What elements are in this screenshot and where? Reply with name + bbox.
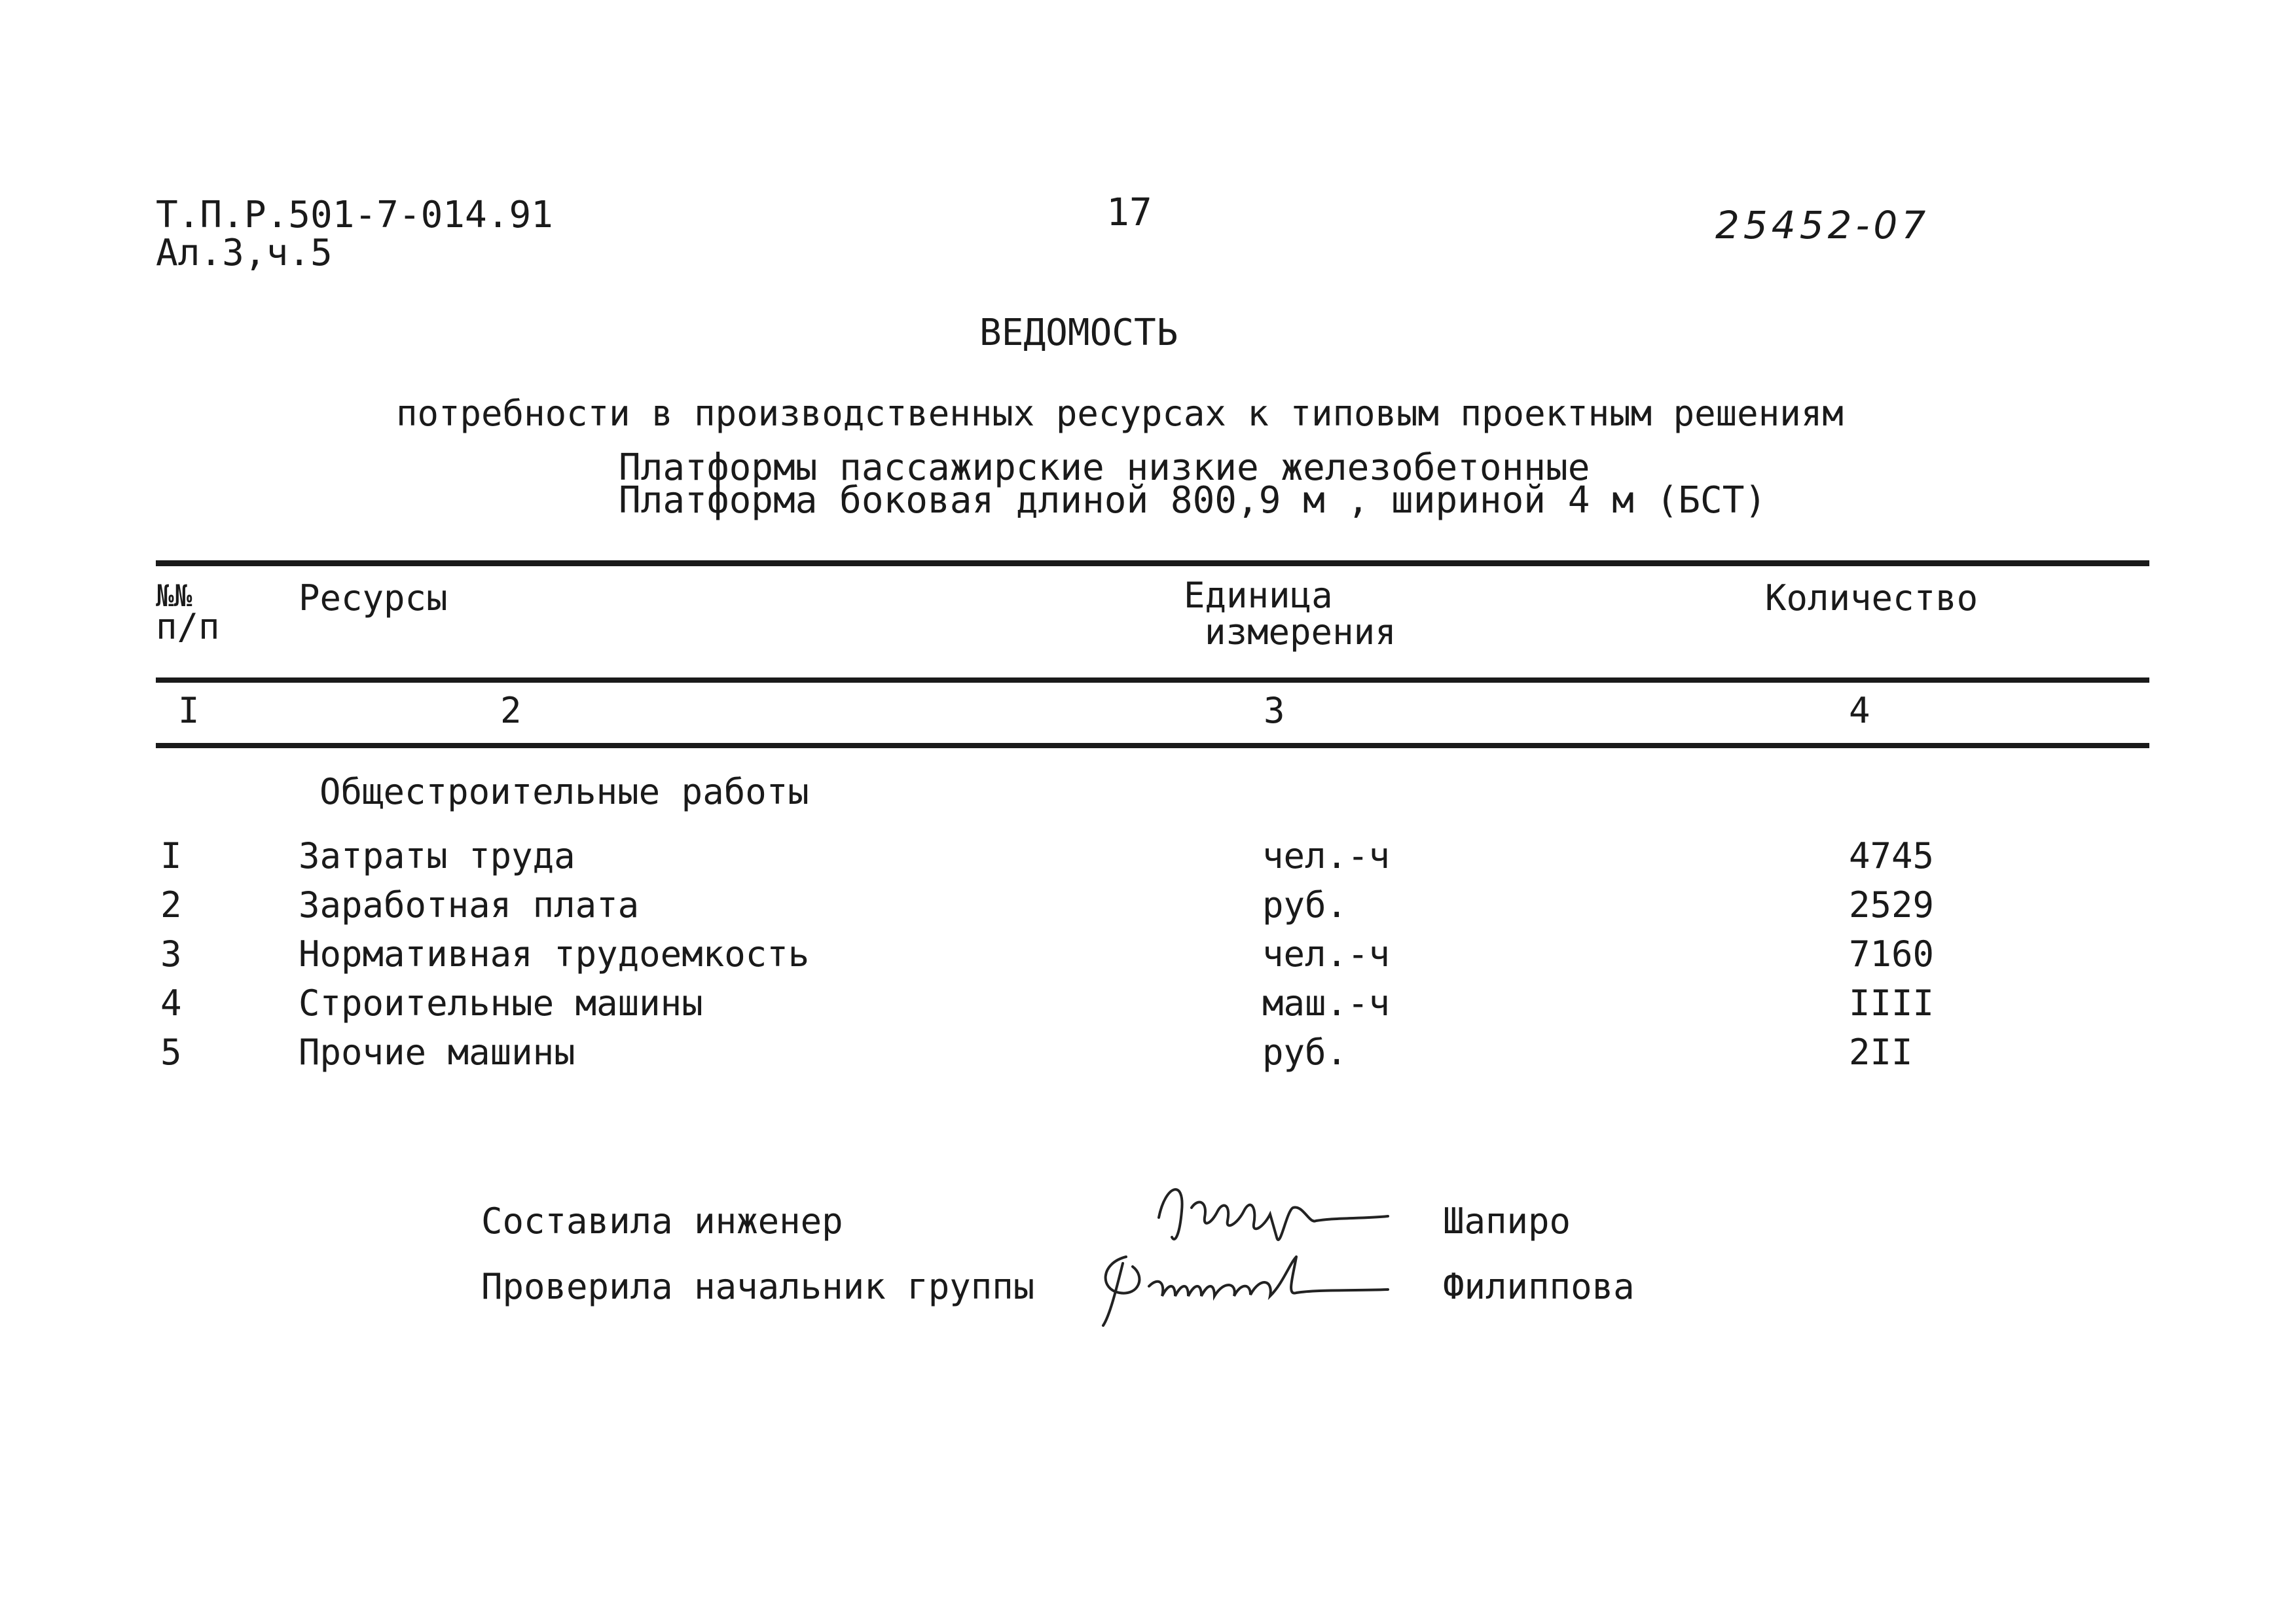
header-bottom-rule [156, 677, 2149, 683]
column-number-3: 3 [1264, 690, 1285, 731]
column-number-1: I [178, 690, 200, 731]
checked-by-label: Проверила начальник группы [481, 1266, 1035, 1307]
header-num-line2: п/п [156, 606, 220, 647]
section-title: Общестроительные работы [319, 771, 809, 812]
row-quantity: 4745 [1849, 835, 1935, 876]
page-title: ВЕДОМОСТЬ [979, 312, 1178, 354]
row-unit: чел.-ч [1262, 933, 1391, 975]
header-resource: Ресурсы [299, 577, 448, 619]
compiled-by-name: Шапиро [1443, 1200, 1571, 1242]
row-unit: чел.-ч [1262, 835, 1391, 876]
row-num: 4 [160, 983, 182, 1024]
compiled-by-label: Составила инженер [481, 1200, 843, 1242]
row-unit: руб. [1262, 1032, 1348, 1073]
column-number-4: 4 [1849, 690, 1870, 731]
subtitle: потребности в производственных ресурсах к типовым проектным решениям [396, 393, 1844, 434]
row-resource: Затраты труда [299, 835, 575, 876]
header-unit [1184, 577, 1396, 651]
row-num: 2 [160, 884, 182, 926]
row-resource: Строительные машины [299, 983, 703, 1024]
subtitle-line3: Платформа боковая длиной 800,9 м , шириной 4 м (БСТ) [619, 479, 1767, 522]
row-quantity: IIII [1849, 983, 1935, 1024]
signature-filippova-icon [1087, 1237, 1401, 1335]
column-numbers-rule [156, 743, 2149, 748]
table-top-rule [156, 560, 2149, 566]
document-code-line1: Т.П.Р.501-7-014.91 [156, 194, 553, 236]
handwritten-number: 25452-07 [1715, 203, 1930, 247]
row-quantity: 7160 [1849, 933, 1935, 975]
subtitle-line2: Платформы пассажирские низкие железобетонные [619, 446, 1590, 489]
header-unit-line1: Единица [1184, 575, 1333, 616]
header-num [156, 578, 220, 647]
header-unit-line2: измерения [1205, 611, 1396, 653]
column-number-2: 2 [500, 690, 522, 731]
checked-by-name: Филиппова [1443, 1266, 1635, 1307]
row-resource: Нормативная трудоемкость [299, 933, 810, 975]
document-code-line2: Ал.3,ч.5 [156, 232, 333, 274]
row-num: 3 [160, 933, 182, 975]
row-num: 5 [160, 1032, 182, 1073]
header-quantity: Количество [1765, 577, 1978, 619]
row-quantity: 2II [1849, 1032, 1913, 1073]
page-number: 17 [1106, 190, 1152, 234]
row-unit: маш.-ч [1262, 983, 1391, 1024]
row-quantity: 2529 [1849, 884, 1935, 926]
row-unit: руб. [1262, 884, 1348, 926]
row-num: I [160, 835, 182, 876]
header-num-line1: №№ [156, 578, 192, 613]
row-resource: Заработная плата [299, 884, 640, 926]
row-resource: Прочие машины [299, 1032, 575, 1073]
document-code [156, 196, 553, 272]
